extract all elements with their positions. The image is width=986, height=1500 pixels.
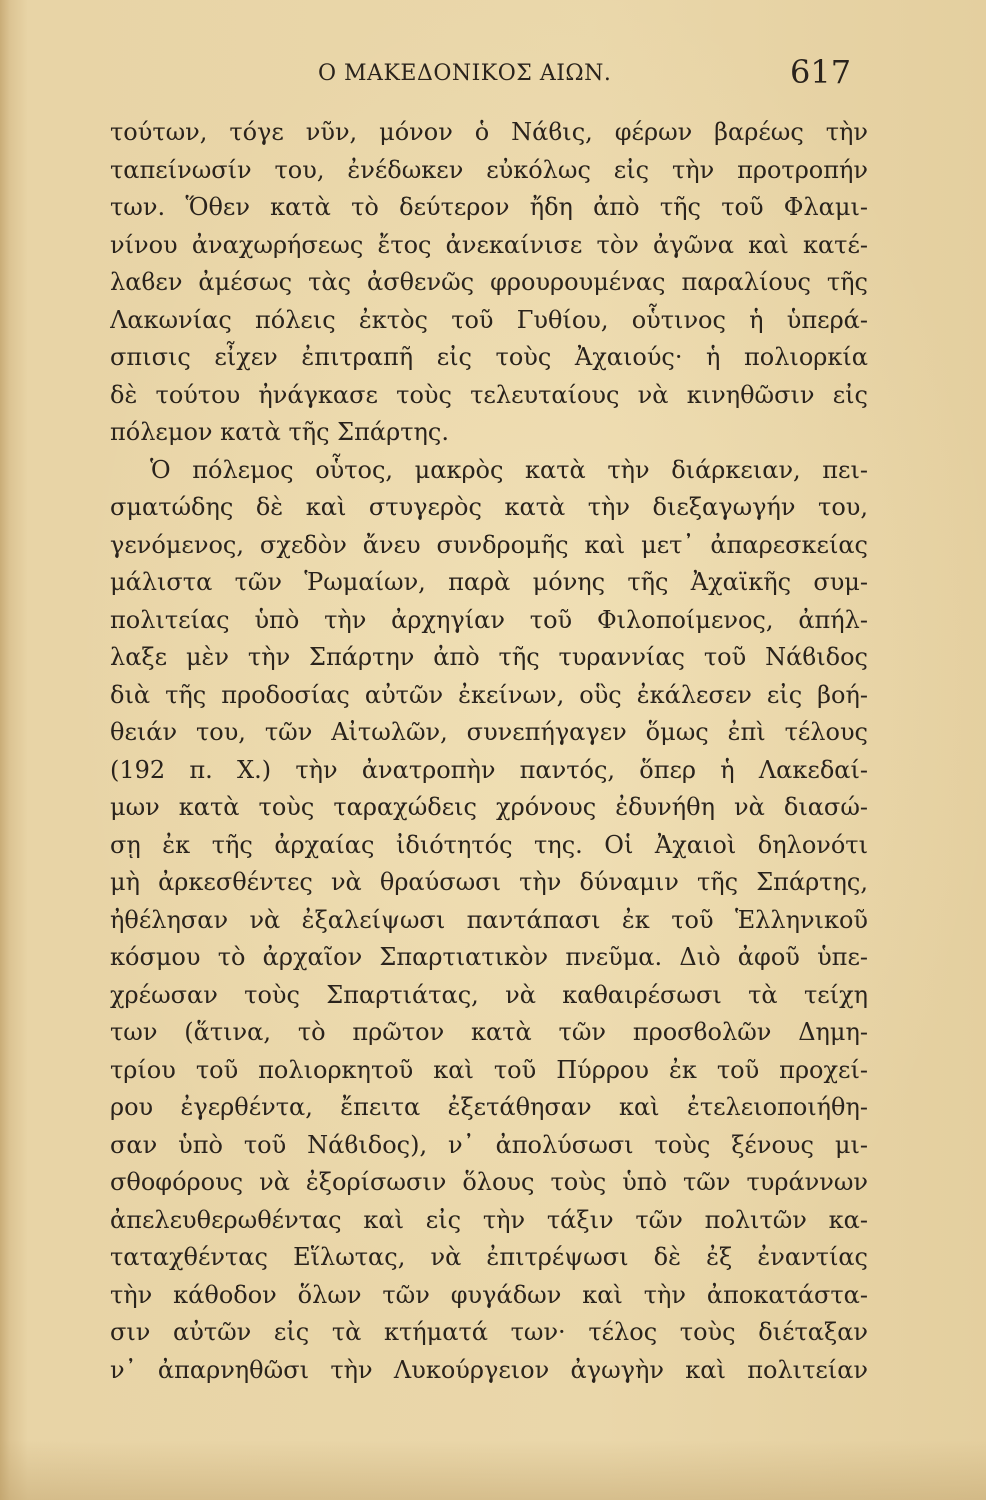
text-line: κόσμου τὸ ἀρχαῖον Σπαρτιατικὸν πνεῦμα. Διὸ ἀφοῦ ὑπε- bbox=[110, 943, 868, 971]
text-line: σαν ὑπὸ τοῦ Νάϐιδος), ν᾽ ἀπολύσωσι τοὺς ξένους μι- bbox=[110, 1130, 868, 1159]
text-line: σθοφόρους νὰ ἐξορίσωσιν ὅλους τοὺς ὑπὸ τῶν τυράννων bbox=[110, 1168, 868, 1196]
text-line: χρέωσαν τοὺς Σπαρτιάτας, νὰ καθαιρέσωσι τὰ τείχη bbox=[110, 980, 868, 1009]
paragraph-start-line: Ὁ πόλεμος οὗτος, μακρὸς κατὰ τὴν διάρκειαν, πει- bbox=[150, 455, 868, 484]
text-line: ρου ἐγερθέντα, ἔπειτα ἐξετάθησαν καὶ ἐτελειοποιήθη- bbox=[110, 1093, 868, 1121]
text-line: μὴ ἀρκεσθέντες νὰ θραύσωσι τὴν δύναμιν τῆς Σπάρτης, bbox=[110, 868, 868, 896]
text-line: των (ἅτινα, τὸ πρῶτον κατὰ τῶν προσϐολῶν Δημη- bbox=[110, 1018, 868, 1046]
text-line: τρίου τοῦ πολιορκητοῦ καὶ τοῦ Πύρρου ἐκ τοῦ προχεί- bbox=[110, 1055, 868, 1084]
text-line: σπισις εἶχεν ἐπιτραπῆ εἰς τοὺς Ἀχαιούς· ἡ πολιορκία bbox=[110, 343, 868, 371]
text-line: ἠθέλησαν νὰ ἐξαλείψωσι παντάπασι ἐκ τοῦ Ἑλληνικοῦ bbox=[110, 905, 868, 934]
text-line: Λακωνίας πόλεις ἐκτὸς τοῦ Γυθίου, οὗτινος ἡ ὑπερά- bbox=[110, 305, 868, 334]
text-line: ταταχθέντας Εἵλωτας, νὰ ἐπιτρέψωσι δὲ ἐξ ἐναντίας bbox=[110, 1243, 868, 1271]
paragraph-end-line: πόλεμον κατὰ τῆς Σπάρτης. bbox=[110, 418, 449, 446]
text-line: δὲ τούτου ἠνάγκασε τοὺς τελευταίους νὰ κινηθῶσιν εἰς bbox=[110, 380, 868, 409]
text-line: νίνου ἀναχωρήσεως ἔτος ἀνεκαίνισε τὸν ἀγῶνα καὶ κατέ- bbox=[110, 230, 868, 259]
text-line: ν᾽ ἀπαρνηθῶσι τὴν Λυκούργειον ἀγωγὴν καὶ πολιτείαν bbox=[110, 1355, 868, 1384]
text-line: πολιτείας ὑπὸ τὴν ἀρχηγίαν τοῦ Φιλοποίμενος, ἀπήλ- bbox=[110, 605, 868, 634]
text-line: ταπείνωσίν του, ἐνέδωκεν εὐκόλως εἰς τὴν προτροπήν bbox=[110, 155, 868, 184]
text-line: σματώδης δὲ καὶ στυγερὸς κατὰ τὴν διεξαγωγήν του, bbox=[110, 493, 868, 521]
text-line: διὰ τῆς προδοσίας αὐτῶν ἐκείνων, οὓς ἐκάλεσεν εἰς βοή- bbox=[110, 680, 868, 709]
text-line: μάλιστα τῶν Ῥωμαίων, παρὰ μόνης τῆς Ἀχαϊκῆς συμ- bbox=[110, 568, 868, 596]
text-line: θειάν του, τῶν Αἰτωλῶν, συνεπήγαγεν ὅμως ἐπὶ τέλους bbox=[110, 718, 868, 746]
text-line: τούτων, τόγε νῦν, μόνον ὁ Νάϐις, φέρων βαρέως τὴν bbox=[110, 118, 868, 146]
text-line: (192 π. Χ.) τὴν ἀνατροπὴν παντός, ὅπερ ἡ Λακεδαί- bbox=[110, 755, 868, 784]
running-head: Ο ΜΑΚΕΔΟΝΙΚΟΣ ΑΙΩΝ. bbox=[318, 61, 612, 86]
text-line: λαξε μὲν τὴν Σπάρτην ἀπὸ τῆς τυραννίας τοῦ Νάϐιδος bbox=[110, 643, 868, 671]
text-line: γενόμενος, σχεδὸν ἄνευ συνδρομῆς καὶ μετ᾽ ἀπαρεσκείας bbox=[110, 530, 868, 559]
text-line: μων κατὰ τοὺς ταραχώδεις χρόνους ἐδυνήθη νὰ διασώ- bbox=[110, 793, 868, 821]
text-line: λαϐεν ἀμέσως τὰς ἀσθενῶς φρουρουμένας παραλίους τῆς bbox=[110, 268, 868, 296]
text-line: ἀπελευθερωθέντας καὶ εἰς τὴν τάξιν τῶν πολιτῶν κα- bbox=[110, 1205, 868, 1234]
text-line: σῃ ἐκ τῆς ἀρχαίας ἰδιότητός της. Οἱ Ἀχαιοὶ δηλονότι bbox=[110, 830, 868, 859]
page-number: 617 bbox=[790, 53, 852, 91]
text-line: τὴν κάθοδον ὅλων τῶν φυγάδων καὶ τὴν ἀποκατάστα- bbox=[110, 1280, 868, 1309]
body-text bbox=[110, 114, 868, 1389]
text-line: των. Ὅθεν κατὰ τὸ δεύτερον ἤδη ἀπὸ τῆς τοῦ Φλαμι- bbox=[110, 193, 868, 221]
text-line: σιν αὐτῶν εἰς τὰ κτήματά των· τέλος τοὺς διέταξαν bbox=[110, 1318, 868, 1346]
